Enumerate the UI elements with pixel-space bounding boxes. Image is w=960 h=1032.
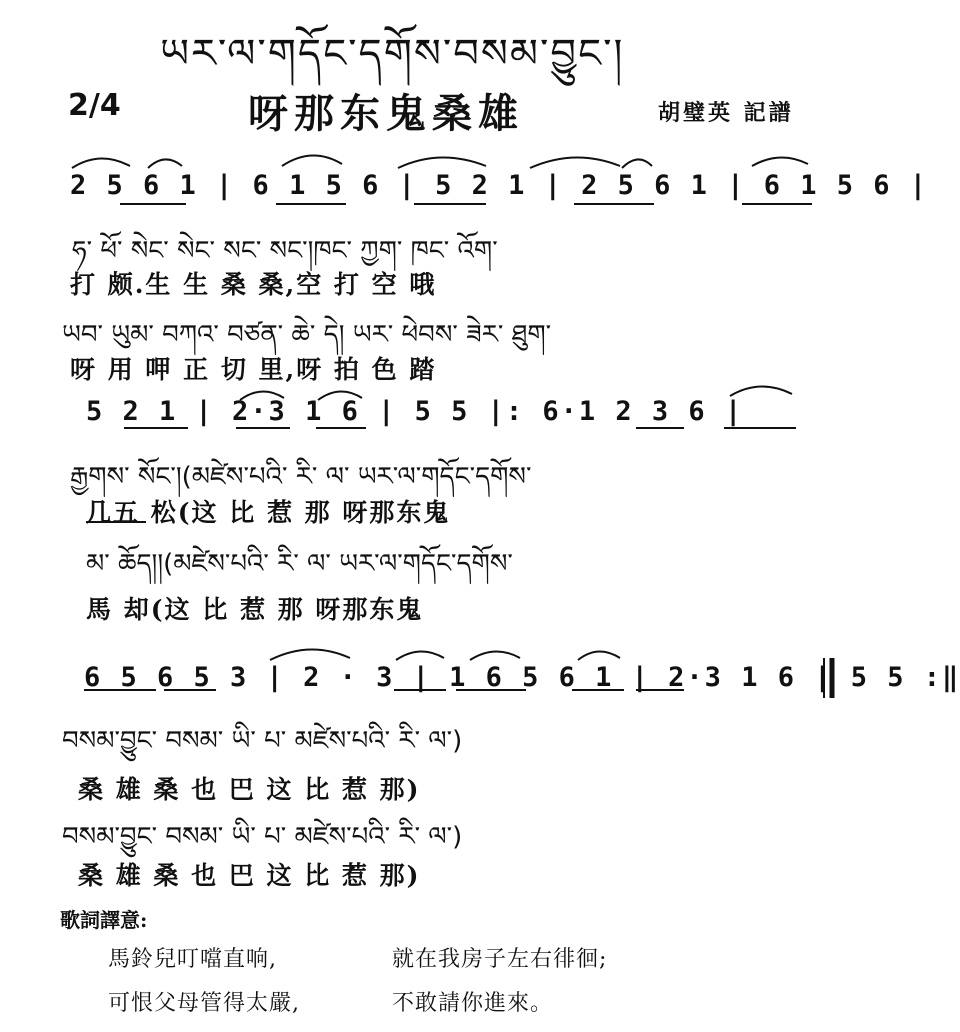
- slur: [148, 159, 182, 168]
- slur: [752, 157, 808, 166]
- tibetan-lyric-3b: བསམ་བྱུང་ བསམ་ ཡི་ པ་ མཛེས་པའི་ རི་ ལ་): [62, 822, 463, 852]
- slur: [730, 386, 792, 396]
- slur: [318, 391, 362, 400]
- chinese-lyric-1a: 打 颇.生 生 桑 桑,空 打 空 哦: [70, 270, 437, 299]
- notation-line-2: 5 2 1 | 2·3 1 6 | 5 5 |: 6·1 2 3 6 |: [86, 396, 744, 427]
- slur: [270, 649, 350, 660]
- tibetan-title: ཡར་ལ་གདོང་དགོས་བསམ་བྱུང་།: [160, 31, 625, 77]
- notation-line-1: 2 5 6 1 | 6 1 5 6 | 5 2 1 | 2 5 6 1 | 6 1 5 6 |: [70, 170, 929, 201]
- slur: [578, 651, 620, 660]
- slur: [622, 159, 652, 168]
- tibetan-lyric-3a: བསམ་བྱུང་ བསམ་ ཡི་ པ་ མཛེས་པའི་ རི་ ལ་): [62, 726, 463, 756]
- slur: [282, 155, 342, 166]
- tibetan-lyric-2a: རྒྱགས་ སོང་།(མཛེས་པའི་ རི་ ལ་ ཡར་ལ་གདོང་དགོས་: [70, 462, 532, 492]
- chinese-lyric-3b: 桑 雄 桑 也 巴 这 比 惹 那): [78, 861, 421, 890]
- slur: [72, 158, 130, 168]
- translation-line-1b: 就在我房子左右徘徊;: [392, 947, 608, 972]
- slur: [398, 157, 486, 168]
- tibetan-lyric-1b: ཡབ་ ཡུམ་ བཀའ་ བཙན་ ཆེ་ དེ། ཡར་ ཕེབས་ ཟེར་ ཐུག་: [62, 320, 552, 350]
- chinese-lyric-2b: 馬 却(这 比 惹 那 呀那东鬼: [86, 595, 424, 624]
- time-signature: 2/4: [68, 88, 121, 123]
- tibetan-lyric-1a: ཧ་ ཕོ་ སེང་ སེང་ སང་ སང་།ཁང་ ཀྱག་ ཁང་ འོག་: [72, 236, 498, 266]
- tibetan-lyric-2b: མ་ ཆོད།།(མཛེས་པའི་ རི་ ལ་ ཡར་ལ་གདོང་དགོས་: [86, 549, 513, 579]
- slur: [240, 391, 284, 400]
- translation-line-1a: 馬鈴兒叮噹直响,: [108, 947, 277, 972]
- song-title: 呀那东鬼桑雄: [248, 90, 524, 137]
- slur: [530, 157, 620, 168]
- translation-line-2a: 可恨父母管得太嚴,: [108, 991, 300, 1016]
- translation-label: 歌詞譯意:: [60, 908, 148, 932]
- transcriber-credit: 胡璧英 記譜: [658, 100, 794, 126]
- chinese-lyric-3a: 桑 雄 桑 也 巴 这 比 惹 那): [78, 775, 421, 804]
- slur: [396, 651, 444, 660]
- translation-line-2b: 不敢請你進來。: [392, 991, 554, 1016]
- notation-line-3: 6 5 6 5 3 | 2 · 3 | 1 6 5 6 1 | 2·3 1 6 | 5 5 :‖: [84, 662, 960, 693]
- chinese-lyric-2a: 几五 松(这 比 惹 那 呀那东鬼: [86, 498, 451, 527]
- chinese-lyric-1b: 呀 用 呷 正 切 里,呀 拍 色 踏: [70, 355, 437, 384]
- slur: [470, 651, 520, 660]
